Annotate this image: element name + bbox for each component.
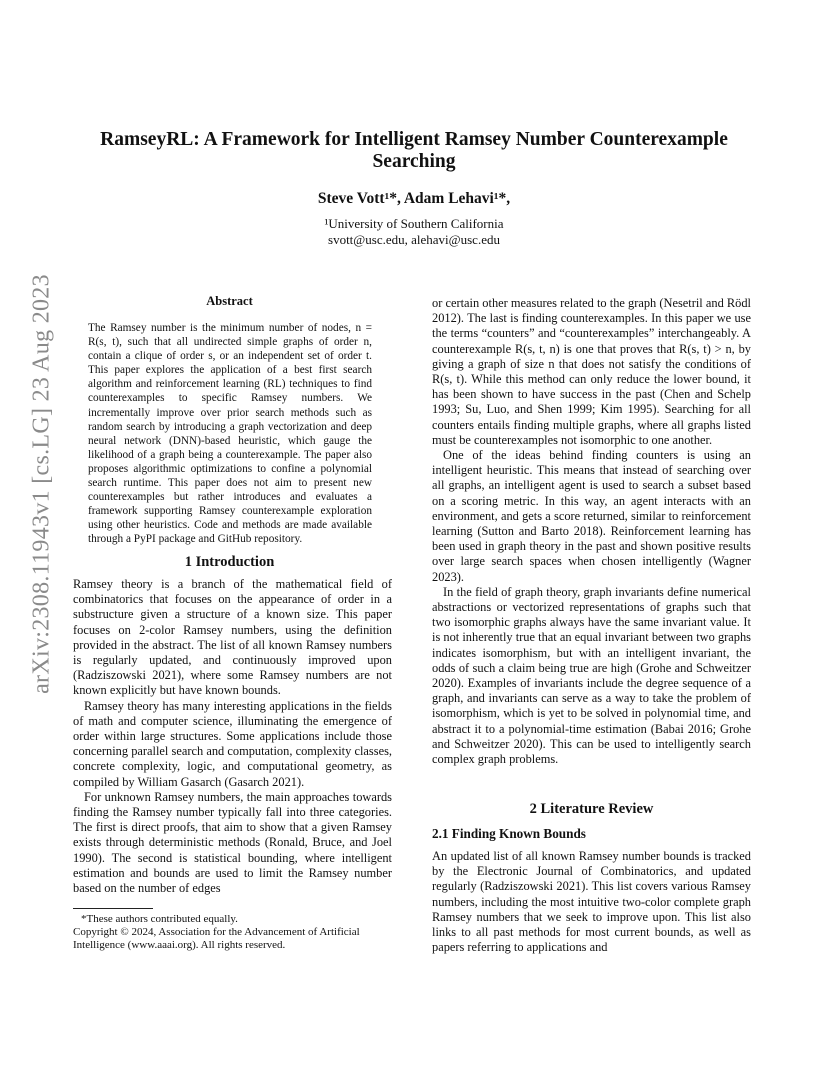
- left-column-body: [73, 577, 392, 896]
- abstract-text: The Ramsey number is the minimum number of nodes, n = R(s, t), such that all undirected simple graphs of order n, contain a clique of order s, or an independent set of order t. This paper explores the application of a best first search algorithm and reinforcement learning (RL) techniques to find counterexamples to specific Ramsey numbers. We incrementally improve over prior search methods such as random search by introducing a graph vectorization and deep neural network (DNN)-based heuristic, which gauge the likelihood of a graph being a counterexample. The paper also proposes algorithmic optimizations to confine a polynomial search runtime. This paper does not aim to present new counterexamples but rather introduces and evaluates a framework supporting Ramsey counterexample exploration using other heuristics. Code and methods are made available through a PyPI package and GitHub repository.: [88, 322, 372, 546]
- introduction-heading: 1 Introduction: [184, 554, 275, 570]
- paper-title: RamseyRL: A Framework for Intelligent Ramsey Number Counterexample Searching: [100, 129, 728, 172]
- right-column-body: [432, 296, 751, 767]
- equal-contribution-note: *These authors contributed equally.: [81, 913, 238, 925]
- footnote-rule: [73, 908, 153, 909]
- abstract-heading: Abstract: [206, 294, 253, 308]
- lit-review-paragraph-1: An updated list of all known Ramsey number bounds is tracked by the Electronic Journal of Combinatorics, and updated regularly (Radziszowski 2021). This list covers various Ramsey numbers, including the most intuitive two-color complete graph Ramsey numbers that we seek to improve upon. This list also links to all past methods for most current bounds, as well as papers referring to applications and: [432, 849, 751, 955]
- literature-review-heading: 2 Literature Review: [529, 801, 654, 817]
- intro-paragraph-6: In the field of graph theory, graph invariants define numerical abstractions or vectorized representations of graphs such that two isomorphic graphs always have the same invariant value. It is not inherently true that an equal invariant between two graphs indicates isomorphism, but with an intelligent invariant, the odds of such a claim being true are high (Grohe and Schweitzer 2020). Examples of invariants include the degree sequence of a graph, and invariants can serve as a way to take the problem of isomorphism, which is yet to be solved in polynomial time, and abstract it to a polynomial-time estimation (Babai 2016; Grohe and Schweitzer 2020). This can be used to intelligently search complex graph problems.: [432, 584, 751, 767]
- arxiv-stamp: [22, 274, 62, 694]
- finding-known-bounds-heading: 2.1 Finding Known Bounds: [432, 826, 586, 841]
- lit-review-body: [432, 849, 751, 955]
- intro-paragraph-5: One of the ideas behind finding counters is using an intelligent heuristic. This means that instead of searching over all graphs, an intelligent agent is used to search a subset based on a scoring metric. In this way, an agent interacts with an environment, and gets a score returned, similar to reinforcement learning (Sutton and Barto 2018). Reinforcement learning has been used in graph theory in the past and shown positive results over large search spaces when chosen intelligently (Wagner 2023).: [432, 448, 751, 584]
- intro-paragraph-3: For unknown Ramsey numbers, the main approaches towards finding the Ramsey number typically fall into three categories. The first is direct proofs, that aim to show that a given Ramsey exists through deterministic methods (Ronald, Bruce, and Joel 1990). The second is statistical bounding, where intelligent estimation and bounds are used to limit the Ramsey number based on the number of edges: [73, 789, 392, 896]
- affiliation-block: [70, 216, 758, 248]
- author-list: Steve Vott¹*, Adam Lehavi¹*,: [317, 190, 511, 207]
- footnote-block: [73, 913, 392, 953]
- intro-paragraph-2: Ramsey theory has many interesting applications in the fields of math and computer science, illuminating the emergence of order within large structures. Some applications include those concerning parallel search and computation, complexity classes, concrete complexity, logic, and computational geometry, as compiled by William Gasarch (Gasarch 2021).: [73, 698, 392, 789]
- arxiv-identifier: arXiv:2308.11943v1 [cs.LG] 23 Aug 2023: [28, 274, 55, 694]
- author-emails: svott@usc.edu, alehavi@usc.edu: [328, 232, 500, 247]
- copyright-notice: Copyright © 2024, Association for the Advancement of Artificial Intelligence (www.aaai.org). All rights reserved.: [73, 926, 360, 952]
- intro-paragraph-4: or certain other measures related to the graph (Nesetril and Rödl 2012). The last is finding counterexamples. In this paper we use the terms “counters” and “counterexamples” interchangeably. A counterexample R(s, t, n) is one that proves that R(s, t) > n, by giving a graph of size n that does not satisfy the conditions of R(s, t). While this method can only reduce the lower bound, it has been shown to have success in the past (Chen and Schelp 1993; Su, Luo, and Shen 1999; Kim 1995). Searching for all counters entails finding multiple graphs, where all graphs listed must be counterexamples not isomorphic to one another.: [432, 296, 751, 447]
- intro-paragraph-1: Ramsey theory is a branch of the mathematical field of combinatorics that focuses on the appearance of order in a substructure given a structure of a known size. This paper focuses on 2-color Ramsey numbers, using the definition provided in the abstract. The list of all known Ramsey numbers is regularly updated, and continuously improved upon (Radziszowski 2021), where some Ramsey numbers are not known explicitly but have known bounds.: [73, 577, 392, 698]
- affiliation: ¹University of Southern California: [324, 216, 504, 231]
